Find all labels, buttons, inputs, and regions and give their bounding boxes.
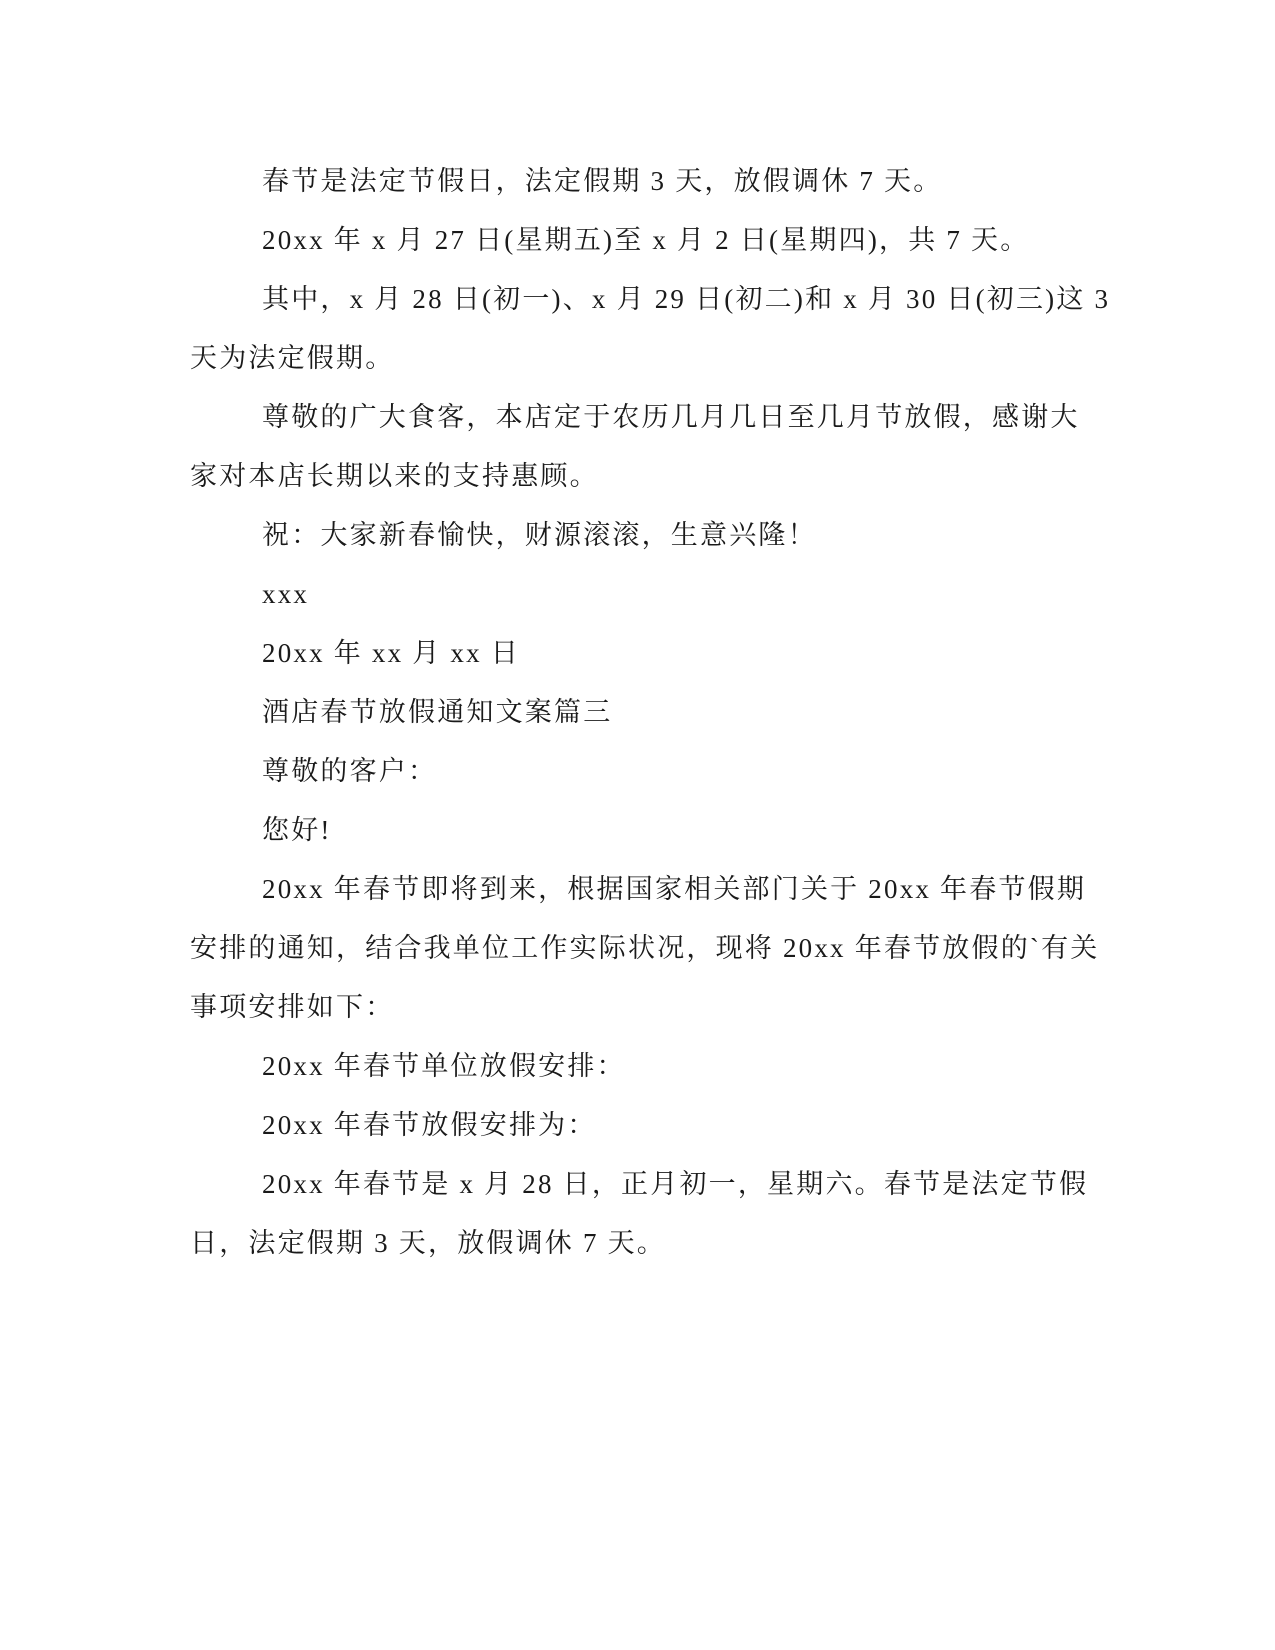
paragraph-line: 20xx 年 x 月 27 日(星期五)至 x 月 2 日(星期四)，共 7 天。: [262, 225, 1030, 255]
paragraph-line: 安排的通知，结合我单位工作实际状况，现将 20xx 年春节放假的`有关: [190, 933, 1100, 963]
paragraph-line: 春节是法定节假日，法定假期 3 天，放假调休 7 天。: [262, 166, 943, 196]
paragraph-line: 日，法定假期 3 天，放假调休 7 天。: [190, 1228, 666, 1258]
paragraph-line: 事项安排如下：: [190, 992, 395, 1022]
paragraph-line: 其中，x 月 28 日(初一)、x 月 29 日(初二)和 x 月 30 日(初三)这 3: [262, 284, 1111, 314]
paragraph-line: 天为法定假期。: [190, 343, 395, 373]
salutation: 尊敬的客户：: [262, 756, 438, 786]
closing-wish: 祝：大家新春愉快，财源滚滚，生意兴隆！: [262, 520, 817, 550]
paragraph-line: 20xx 年春节是 x 月 28 日，正月初一，星期六。春节是法定节假: [262, 1169, 1089, 1199]
signature-name: xxx: [262, 579, 310, 609]
paragraph-line: 20xx 年春节单位放假安排：: [262, 1051, 626, 1081]
paragraph-line: 20xx 年春节即将到来，根据国家相关部门关于 20xx 年春节假期: [262, 874, 1087, 904]
paragraph-line: 20xx 年春节放假安排为：: [262, 1110, 597, 1140]
signature-date: 20xx 年 xx 月 xx 日: [262, 638, 520, 668]
greeting: 您好!: [262, 815, 332, 845]
section-title: 酒店春节放假通知文案篇三: [262, 697, 613, 727]
paragraph-line: 尊敬的广大食客，本店定于农历几月几日至几月节放假，感谢大: [262, 402, 1080, 432]
paragraph-line: 家对本店长期以来的支持惠顾。: [190, 461, 599, 491]
